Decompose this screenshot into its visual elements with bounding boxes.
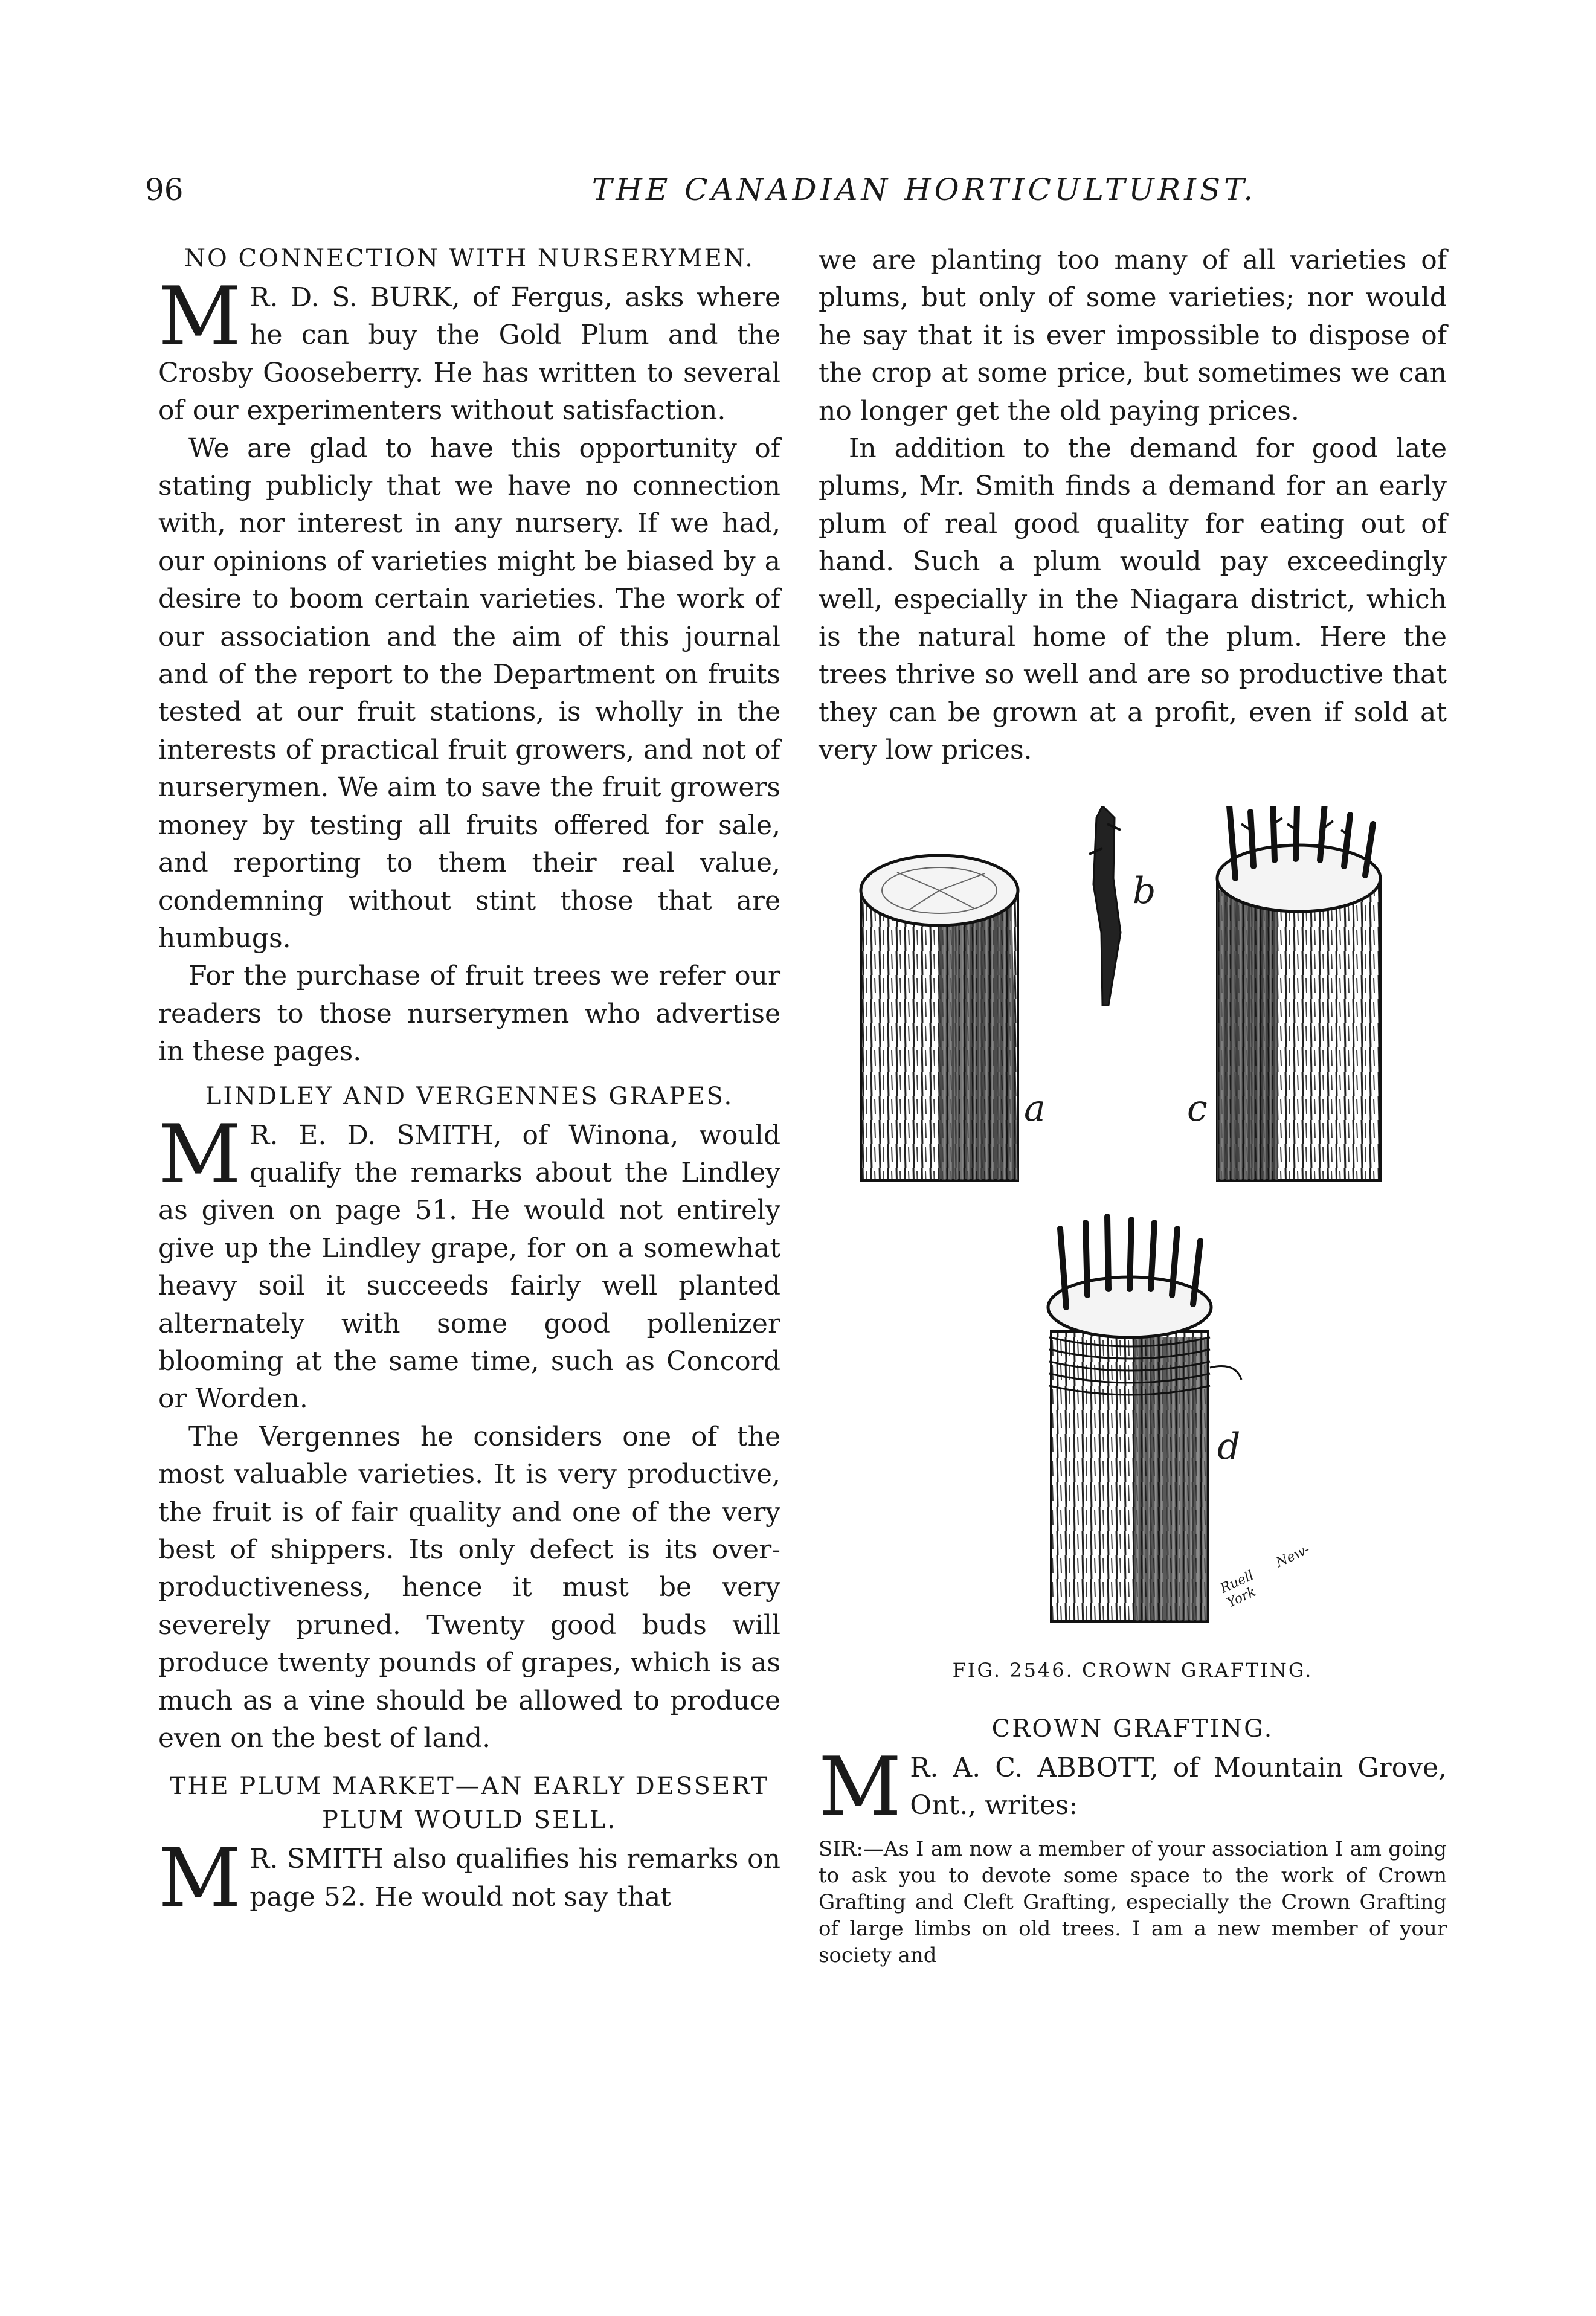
drop-cap: M (158, 1116, 242, 1201)
figure-caption: FIG. 2546. CROWN GRAFTING. (952, 1658, 1313, 1682)
paragraph: In addition to the demand for good late plums, Mr. Smith finds a demand for an early plum of real good quality for eating out of hand. Such a plum would pay exceedingly well, especially in the Niagara district, which is the natural home of the plum. Here the trees thrive so well and are so productive that they can be grown at a profit, even if sold at very low prices. (819, 433, 1447, 766)
stock-d-drawing (1048, 1217, 1241, 1621)
letter-body: —As I am now a member of your association I am going to ask you to devote some space to the work of Crown Grafting and Cleft Grafting, especially the Crown Grafting of large limbs on old trees. I am a new member of your society and (819, 1836, 1447, 1967)
figure-label-b: b (1133, 869, 1156, 912)
paragraph-continuation: we are planting too many of all varieties of plums, but only of some varieties; nor would he say that it is ever impossible to dispose of the crop at some price, but sometimes we can no longer get the old paying prices. (819, 245, 1447, 426)
drop-cap: M (819, 1749, 902, 1825)
letter-paragraph (819, 1836, 1447, 1969)
stock-a-drawing (861, 855, 1018, 1180)
paragraph: We are glad to have this opportunity of stating publicly that we have no connection with, nor interest in any nursery. If we had, our opinions of varieties might be biased by a desire to boom certain varieties. The work of our association and the aim of this journal and of the report to the Department on fruits tested at our fruit stations, is wholly in the interests of practical fruit growers, and not of nurserymen. We aim to save the fruit growers money by testing all fruits offered for sale, and reporting to them their real value, condemning without stint those that are humbugs. (158, 433, 780, 954)
running-title: THE CANADIAN HORTICULTURIST. (591, 172, 1257, 207)
paragraph-text: R. E. D. SMITH, of Winona, would qualify the remarks about the Lindley as given on page 51. He would not entirely give up the Lindley grape, for on a somewhat heavy soil it succeeds fairly well planted alternately with some good pollenizer blooming at the same time, such as Concord or Worden. (158, 1119, 780, 1415)
scion-b-drawing (1089, 806, 1121, 1005)
paragraph-text: R. A. C. ABBOTT, of Mountain Grove, Ont., writes: (910, 1752, 1447, 1821)
section-heading-crown-grafting: CROWN GRAFTING. (991, 1714, 1274, 1743)
page-number: 96 (145, 172, 184, 207)
figure-label-a: a (1024, 1087, 1046, 1130)
paragraph: The Vergennes he considers one of the most valuable varieties. It is very productive, the fruit is of fair quality and one of the very best of shippers. Its only defect is its over-productiveness, hence it must be very severely pruned. Twenty good buds will produce twenty pounds of grapes, which is as much as a vine should be allowed to produce even on the best of land. (158, 1421, 780, 1754)
paragraph (158, 1841, 780, 1916)
paragraph: For the purchase of fruit trees we refer our readers to those nurserymen who advertise in these pages. (158, 960, 780, 1067)
engraver-signature: Ruell New-York (1218, 1542, 1313, 1611)
drop-cap: M (158, 279, 242, 364)
drop-cap: M (158, 1841, 242, 1917)
paragraph-text: R. SMITH also qualifies his remarks on page 52. He would not say that (249, 1844, 780, 1912)
section-heading-nurserymen: NO CONNECTION WITH NURSERYMEN. (184, 245, 755, 272)
paragraph (819, 1749, 1447, 1825)
figure-label-d: d (1217, 1425, 1241, 1468)
section-heading-grapes: LINDLEY AND VERGENNES GRAPES. (205, 1082, 734, 1110)
left-column (158, 242, 780, 1916)
paragraph (158, 279, 780, 430)
paragraph (158, 1117, 780, 1418)
crown-grafting-figure (819, 806, 1447, 1736)
paragraph-text: R. D. S. BURK, of Fergus, asks where he can buy the Gold Plum and the Crosby Gooseberry. He has written to several of our experimenters without satisfaction. (158, 282, 780, 426)
section-heading-plum-market: THE PLUM MARKET—AN EARLY DESSERT PLUM WOULD SELL. (169, 1772, 770, 1835)
figure-label-c: c (1187, 1087, 1208, 1130)
letter-salutation: SIR: (819, 1836, 863, 1861)
page-header (145, 172, 1450, 227)
stock-c-drawing (1217, 806, 1380, 1180)
right-column (819, 242, 1447, 1969)
crown-grafting-illustration (819, 806, 1447, 1736)
